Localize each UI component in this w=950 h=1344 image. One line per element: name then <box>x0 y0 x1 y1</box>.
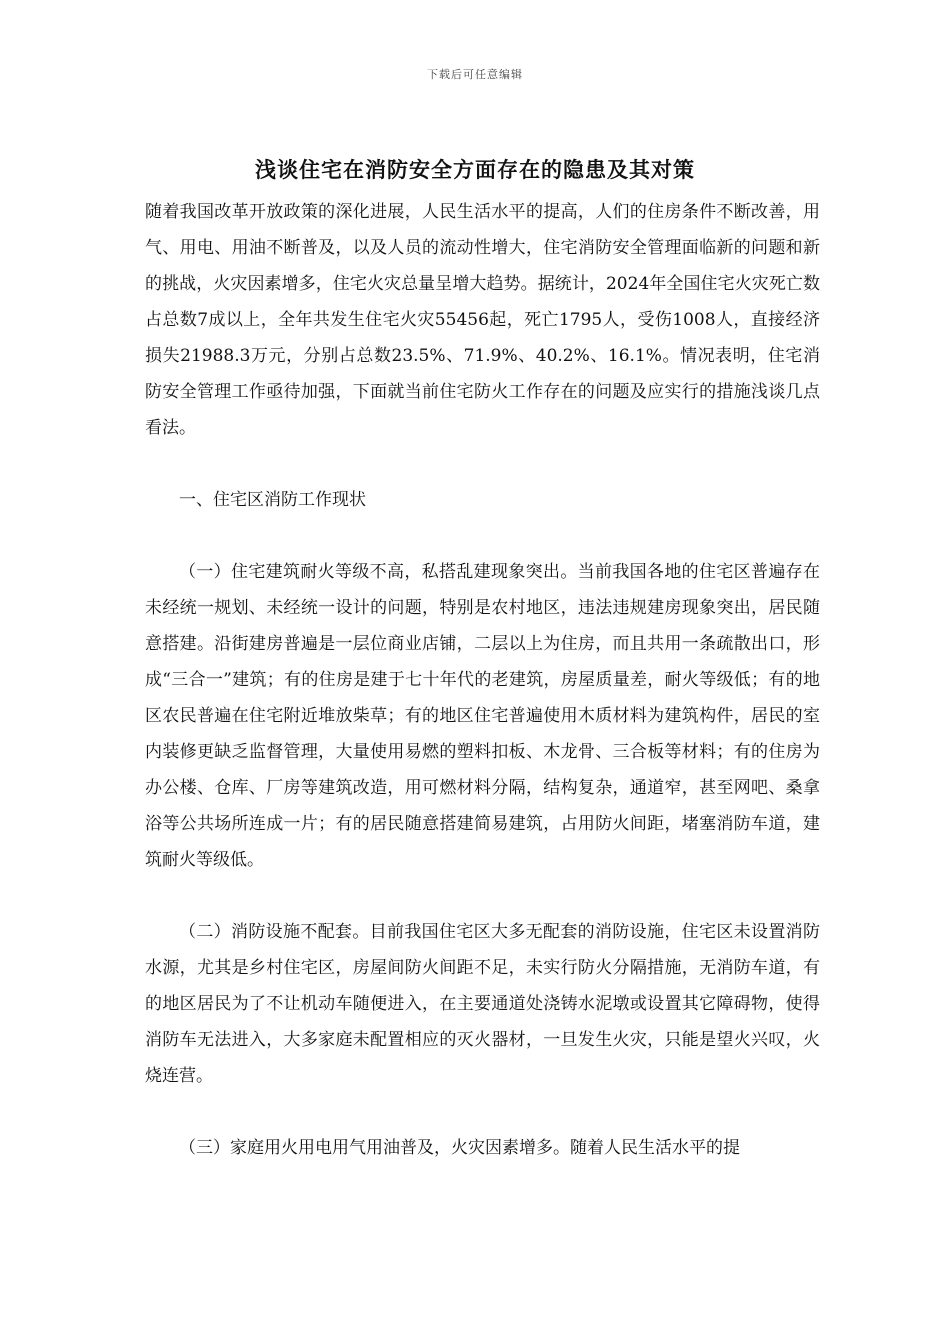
section-heading: 一、住宅区消防工作现状 <box>179 490 366 510</box>
paragraph-item-3: （三）家庭用火用电用气用油普及，火灾因素增多。随着人民生活水平的提 <box>179 1138 740 1158</box>
header-note: 下载后可任意编辑 <box>427 68 523 81</box>
paragraph-item-2: （二）消防设施不配套。目前我国住宅区大多无配套的消防设施，住宅区未设置消防水源，尤其是乡村住宅区，房屋间防火间距不足，未实行防火分隔措施，无消防车道，有的地区居民为了不让机动车随便进入，在主要通道处浇铸水泥墩或设置其它障碍物，使得消防车无法进入，大多家庭未配置相应的灭火器材，一旦发生火灾，只能是望火兴叹，火烧连营。 <box>145 922 820 1086</box>
paragraph-item-1: （一）住宅建筑耐火等级不高，私搭乱建现象突出。当前我国各地的住宅区普遍存在未经统一规划、未经统一设计的问题，特别是农村地区，违法违规建房现象突出，居民随意搭建。沿街建房普遍是一层位商业店铺，二层以上为住房，而且共用一条疏散出口，形成“三合一”建筑；有的住房是建于七十年代的老建筑，房屋质量差，耐火等级低；有的地区农民普遍在住宅附近堆放柴草；有的地区住宅普遍使用木质材料为建筑构件，居民的室内装修更缺乏监督管理，大量使用易燃的塑料扣板、木龙骨、三合板等材料；有的住房为办公楼、仓库、厂房等建筑改造，用可燃材料分隔，结构复杂，通道窄，甚至网吧、桑拿浴等公共场所连成一片；有的居民随意搭建简易建筑，占用防火间距，堵塞消防车道，建筑耐火等级低。 <box>145 562 820 870</box>
document-body <box>145 194 820 1166</box>
intro-paragraph: 随着我国改革开放政策的深化进展，人民生活水平的提高，人们的住房条件不断改善，用气、用电、用油不断普及，以及人员的流动性增大，住宅消防安全管理面临新的问题和新的挑战，火灾因素增多，住宅火灾总量呈增大趋势。据统计，2024年全国住宅火灾死亡数占总数7成以上，全年共发生住宅火灾55456起，死亡1795人，受伤1008人，直接经济损失21988.3万元，分别占总数23.5%、71.9%、40.2%、16.1%。情况表明，住宅消防安全管理工作亟待加强，下面就当前住宅防火工作存在的问题及应实行的措施浅谈几点看法。 <box>145 202 820 438</box>
document-title: 浅谈住宅在消防安全方面存在的隐患及其对策 <box>255 157 695 182</box>
